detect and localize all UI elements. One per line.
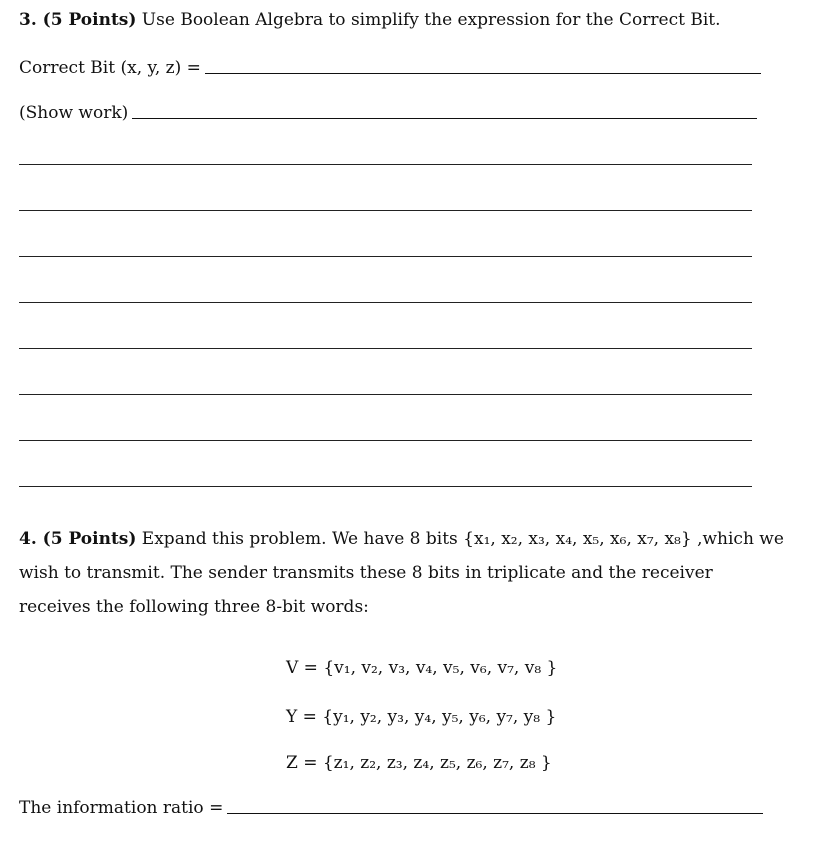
q4-x-set: {x₁, x₂, x₃, x₄, x₅, x₆, x₇, x₈}	[463, 529, 692, 549]
info-ratio-answer-blank[interactable]	[227, 812, 763, 814]
work-line[interactable]	[19, 440, 752, 441]
v-set: V = {v₁, v₂, v₃, v₄, v₅, v₆, v₇, v₈ }	[286, 658, 558, 678]
work-line[interactable]	[19, 210, 752, 211]
work-line[interactable]	[19, 164, 752, 165]
work-line[interactable]	[19, 256, 752, 257]
correct-bit-label: Correct Bit (x, y, z) =	[19, 58, 201, 78]
info-ratio-row	[19, 796, 763, 820]
q3-prompt: Use Boolean Algebra to simplify the expression for the Correct Bit.	[136, 10, 721, 30]
q3-number-points: 3. (5 Points)	[19, 10, 137, 30]
show-work-row	[19, 101, 757, 125]
correct-bit-answer-blank[interactable]	[205, 72, 761, 74]
z-set: Z = {z₁, z₂, z₃, z₄, z₅, z₆, z₇, z₈ }	[286, 753, 552, 773]
correct-bit-row	[19, 56, 761, 80]
show-work-label: (Show work)	[19, 103, 129, 123]
work-line[interactable]	[19, 302, 752, 303]
q4-number-points: 4. (5 Points)	[19, 529, 137, 549]
q4-text-part1: Expand this problem. We have 8 bits	[136, 529, 464, 549]
q3-heading	[19, 8, 721, 32]
work-line[interactable]	[19, 394, 752, 395]
q4-text-part2: ,which we wish to transmit. The sender transmits these 8 bits in triplicate and the receiver receives the following three 8-bit words:	[19, 529, 784, 617]
work-line[interactable]	[19, 348, 752, 349]
info-ratio-label: The information ratio =	[19, 798, 224, 818]
work-line[interactable]	[19, 486, 752, 487]
q4-paragraph	[19, 522, 789, 624]
show-work-first-blank[interactable]	[132, 117, 757, 119]
y-set: Y = {y₁, y₂, y₃, y₄, y₅, y₆, y₇, y₈ }	[286, 707, 557, 727]
